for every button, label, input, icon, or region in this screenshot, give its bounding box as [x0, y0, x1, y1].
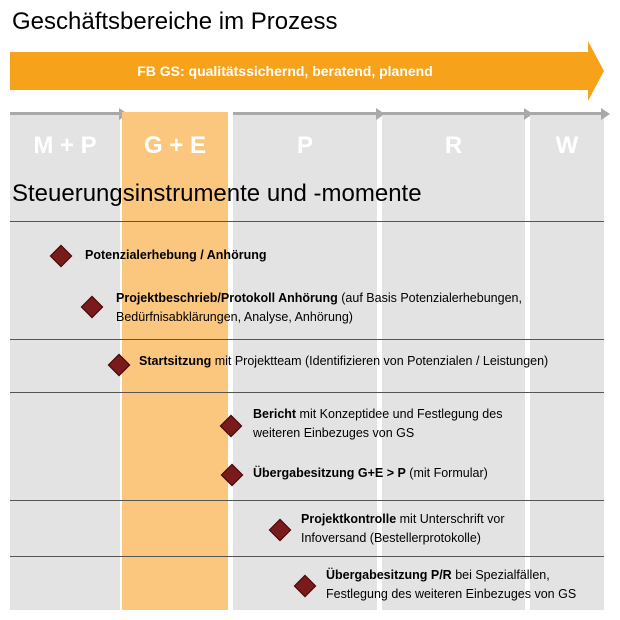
- phase-top-line: [382, 112, 525, 115]
- entry-text: (auf Basis Potenzialerhebungen,: [337, 291, 522, 305]
- phase-top-line: [10, 112, 120, 115]
- entry-text: bei Spezialfällen,: [451, 568, 550, 582]
- entry-text: Infoversand (Bestellerprotokolle): [301, 531, 481, 545]
- divider: [10, 221, 604, 222]
- process-banner: [10, 52, 588, 90]
- entry-text: mit Projektteam (Identifizieren von Potenzialen / Leistungen): [211, 354, 549, 368]
- banner-label: FB GS: qualitätssichernd, beratend, planend: [137, 63, 433, 79]
- banner-arrow-head-icon: [588, 41, 604, 101]
- divider: [10, 500, 604, 501]
- phase-top-line: [122, 112, 228, 115]
- entry-title: Startsitzung: [139, 354, 212, 368]
- phase-arrow-icon: [601, 108, 610, 120]
- phase-label: M + P: [33, 132, 97, 159]
- entry-title: Potenzialerhebung / Anhörung: [85, 248, 267, 262]
- milestone-entry: [85, 246, 266, 265]
- divider: [10, 392, 604, 393]
- milestone-entry: [301, 510, 505, 548]
- section-subtitle: Steuerungsinstrumente und -momente: [12, 180, 422, 207]
- milestone-entry: [253, 464, 488, 483]
- entry-text: Festlegung des weiteren Einbezuges von GS: [326, 587, 577, 601]
- phase-label: R: [444, 132, 463, 159]
- milestone-entry: [139, 352, 548, 371]
- entry-text: Bedürfnisabklärungen, Analyse, Anhörung): [116, 310, 353, 324]
- entry-text: mit Unterschrift vor: [396, 512, 505, 526]
- entry-title: Projektbeschrieb/Protokoll Anhörung: [116, 291, 338, 305]
- phase-top-line: [530, 112, 604, 115]
- entry-title: Projektkontrolle: [301, 512, 397, 526]
- phase-label: G + E: [143, 132, 207, 159]
- entry-text: weiteren Einbezuges von GS: [253, 426, 415, 440]
- entry-text: mit Konzeptidee und Festlegung des: [296, 407, 503, 421]
- phase-label: P: [296, 132, 313, 159]
- entry-text: (mit Formular): [405, 466, 488, 480]
- entry-title: Übergabesitzung P/R: [326, 568, 452, 582]
- entry-title: Bericht: [253, 407, 297, 421]
- milestone-entry: [253, 405, 502, 443]
- divider: [10, 339, 604, 340]
- milestone-entry: [116, 289, 522, 327]
- page-title: Geschäftsbereiche im Prozess: [12, 8, 338, 35]
- milestone-entry: [326, 566, 576, 604]
- phase-label: W: [555, 132, 579, 159]
- entry-title: Übergabesitzung G+E > P: [253, 466, 406, 480]
- divider: [10, 556, 604, 557]
- phase-top-line: [233, 112, 377, 115]
